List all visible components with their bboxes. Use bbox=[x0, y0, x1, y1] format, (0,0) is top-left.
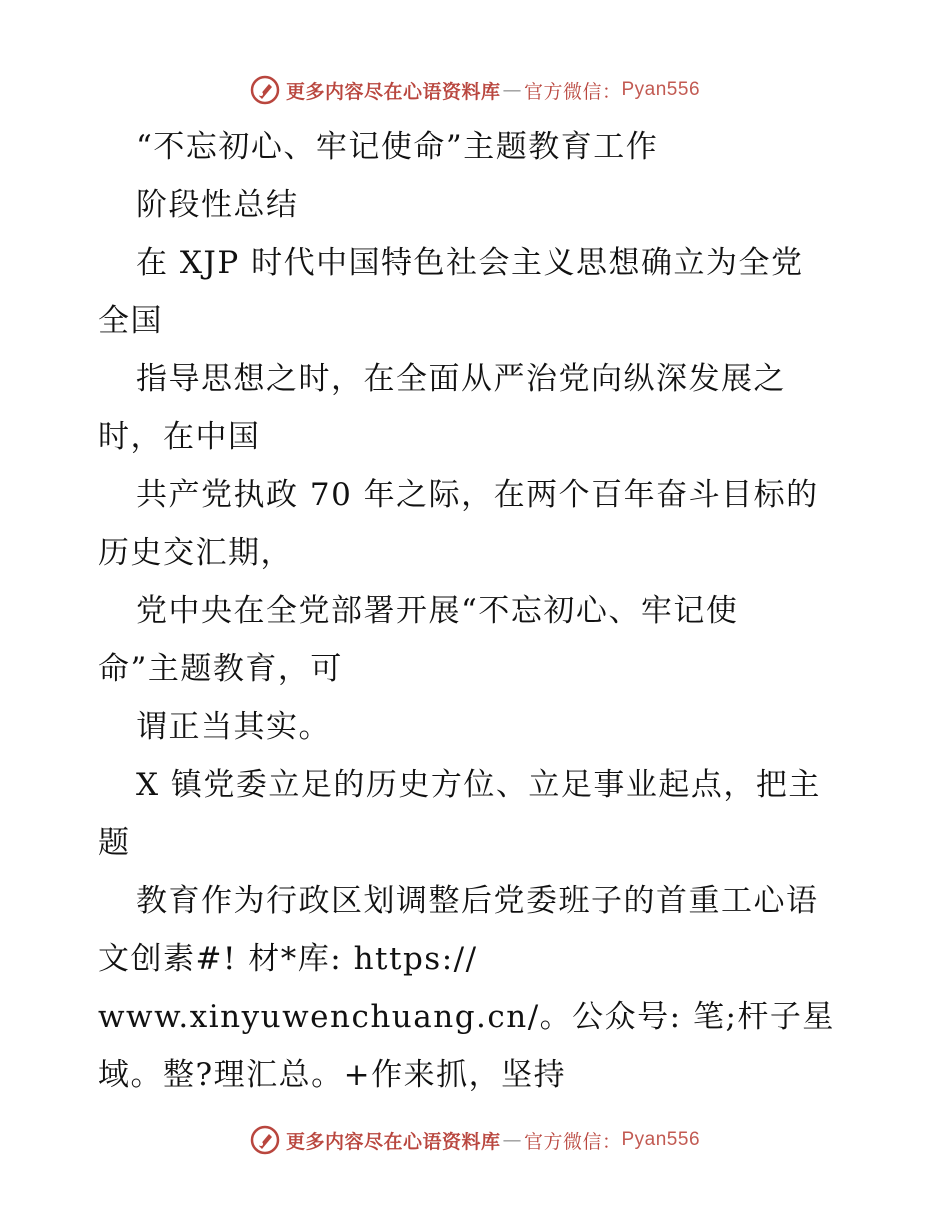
watermark-separator: — bbox=[502, 1129, 522, 1151]
text-line: 阶段性总结 bbox=[136, 187, 299, 223]
text-line: 共产党执政 70 年之际，在两个百年奋斗目标的 bbox=[136, 477, 819, 513]
text-line: “不忘初心、牢记使命”主题教育工作 bbox=[136, 129, 659, 165]
watermark-id: Pyan556 bbox=[621, 1129, 701, 1150]
watermark-brand: 更多内容尽在心语资料库 bbox=[285, 1130, 501, 1153]
text-line: X 镇党委立足的历史方位、立足事业起点，把主 bbox=[136, 767, 821, 803]
pen-nib-logo-icon bbox=[250, 75, 280, 105]
text-line: 在 XJP 时代中国特色社会主义思想确立为全党 bbox=[136, 245, 804, 281]
watermark-id: Pyan556 bbox=[621, 79, 701, 100]
text-line: 谓正当其实。 bbox=[136, 709, 331, 745]
watermark-separator: — bbox=[502, 79, 522, 101]
document-body bbox=[98, 118, 898, 1104]
text-line: 题 bbox=[98, 825, 131, 861]
header-watermark bbox=[0, 70, 950, 110]
text-line: 全国 bbox=[98, 303, 163, 339]
pen-nib-logo-icon bbox=[250, 1125, 280, 1155]
text-line: 域。整?理汇总。+作来抓，坚持 bbox=[98, 1057, 567, 1093]
text-line: 教育作为行政区划调整后党委班子的首重工心语 bbox=[136, 883, 819, 919]
watermark-label: 官方微信： bbox=[523, 1130, 622, 1153]
watermark-label: 官方微信： bbox=[523, 80, 622, 103]
text-line: 时，在中国 bbox=[98, 419, 261, 455]
text-line: 命”主题教育，可 bbox=[98, 651, 343, 687]
text-line: 党中央在全党部署开展“不忘初心、牢记使 bbox=[136, 593, 739, 629]
text-line: 历史交汇期， bbox=[98, 535, 293, 571]
text-line: 文创素#! 材*库: https:// bbox=[98, 941, 478, 977]
text-line: 指导思想之时，在全面从严治党向纵深发展之 bbox=[136, 361, 786, 397]
watermark-brand: 更多内容尽在心语资料库 bbox=[285, 80, 501, 103]
footer-watermark bbox=[0, 1120, 950, 1160]
text-line: www.xinyuwenchuang.cn/。公众号: 笔;杆子星 bbox=[98, 999, 835, 1035]
